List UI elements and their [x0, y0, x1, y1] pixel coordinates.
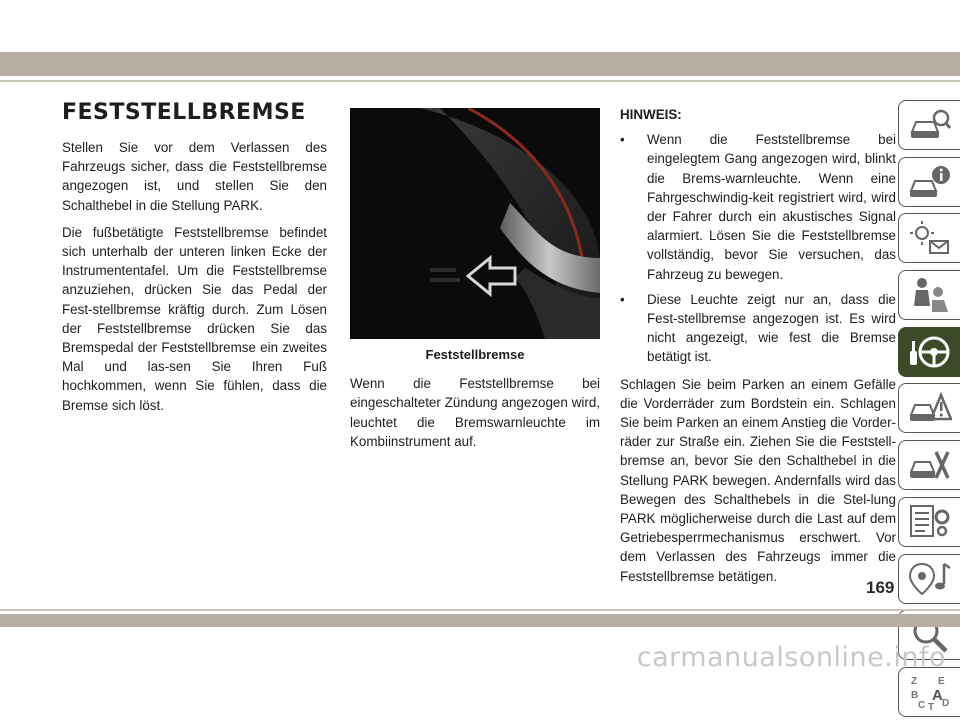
wrench-car-icon — [908, 446, 952, 484]
footer-band — [0, 614, 960, 627]
tab-car-warning[interactable] — [898, 383, 960, 433]
tab-index[interactable] — [898, 667, 960, 717]
header-rule — [0, 80, 960, 82]
section-heading: FESTSTELLBREMSE — [62, 100, 306, 125]
tab-seat-airbag[interactable] — [898, 270, 960, 320]
page-number: 169 — [866, 578, 895, 597]
car-warning-icon — [908, 389, 952, 427]
column-right — [620, 105, 896, 594]
paragraph-operation: Die fußbetätigte Feststellbremse befindet sich unterhalb der unteren linken Ecke der Instrumententafel. Um die Feststellbremse anzuziehen, drücken Sie das Pedal der Fest-stellbremse kräftig durch. Zum Lösen der Feststellbremse drücken Sie das Bremspedal der Feststellbremse ein zweites Mal und las-sen Sie Ihren Fuß hochkommen, wenn Sie fühlen, dass die Bremse sich löst. — [62, 224, 327, 413]
watermark-url: carmanualsonline.info — [636, 642, 946, 673]
paragraph-warning-light: Wenn die Feststellbremse bei eingeschalteter Zündung angezogen wird, leuchtet die Bremswarnleuchte im Kombiinstrument auf. — [350, 376, 600, 449]
note-item: • Diese Leuchte zeigt nur an, dass die Fest-stellbremse angezogen ist. Es wird nicht angezeigt, wie fest die Bremse betätigt ist. — [620, 290, 896, 367]
car-search-icon — [908, 106, 952, 144]
chapter-tabs — [898, 100, 960, 724]
index-letter: Z — [910, 675, 917, 687]
column-middle — [350, 108, 600, 459]
index-letter: E — [937, 675, 945, 687]
tab-checklist-gear[interactable] — [898, 497, 960, 547]
index-letter: T — [927, 701, 934, 711]
alphabet-index-icon — [908, 673, 952, 711]
tab-car-search[interactable] — [898, 100, 960, 150]
tab-music-nav[interactable] — [898, 554, 960, 604]
note-list — [620, 130, 896, 366]
music-nav-icon — [908, 560, 952, 598]
column-left — [62, 100, 327, 423]
index-letter: C — [917, 699, 925, 711]
tab-wrench-car[interactable] — [898, 440, 960, 490]
tab-starting-operating[interactable] — [898, 327, 960, 377]
seat-airbag-icon — [908, 276, 952, 314]
tab-car-info[interactable] — [898, 157, 960, 207]
paragraph-intro: Stellen Sie vor dem Verlassen des Fahrzeugs sicher, dass die Feststellbremse angezogen ist, und stellen Sie den Schalthebel in die Stellung PARK. — [62, 140, 327, 213]
figure-caption: Feststellbremse — [425, 347, 525, 362]
header-band — [0, 52, 960, 76]
checklist-gear-icon — [908, 503, 952, 541]
steering-wheel-illustration — [350, 108, 600, 339]
note-item: • Wenn die Feststellbremse bei eingelegtem Gang angezogen wird, blinkt die Brems-warnleuchte. Wenn eine Fahrgeschwindig-keit registriert wird, wird der Fahrer durch ein akustisches Signal alarmiert. Lösen Sie die Feststellbremse vollständig, bevor Sie versuchen, das Fahrzeug zu bewegen. — [620, 130, 896, 284]
index-letter: D — [941, 697, 949, 709]
note-title: HINWEIS: — [620, 107, 682, 122]
index-letter: B — [910, 689, 918, 701]
footer-rule — [0, 609, 960, 611]
warning-lights-icon — [908, 219, 952, 257]
paragraph-parking: Schlagen Sie beim Parken an einem Gefälle die Vorderräder zum Bordstein ein. Schlagen Sie beim Parken an einem Anstieg die Vorder-räder zur Straße ein. Ziehen Sie die Feststell-bremse an, bevor Sie den Schalthebel in die Stellung PARK bewegen. Andernfalls wird das Bewegen des Schalthebels in die Stel-lung PARK möglicherweise durch die Last auf dem Getriebesperrmechanismus erschwert. Vor dem Verlassen des Fahrzeugs immer die Feststellbremse betätigen. — [620, 376, 896, 584]
parking-brake-photo — [350, 108, 600, 339]
tab-warning-lights[interactable] — [898, 213, 960, 263]
car-info-icon — [908, 163, 952, 201]
steering-wheel-key-icon — [908, 333, 952, 371]
index-letter: A — [931, 686, 943, 704]
